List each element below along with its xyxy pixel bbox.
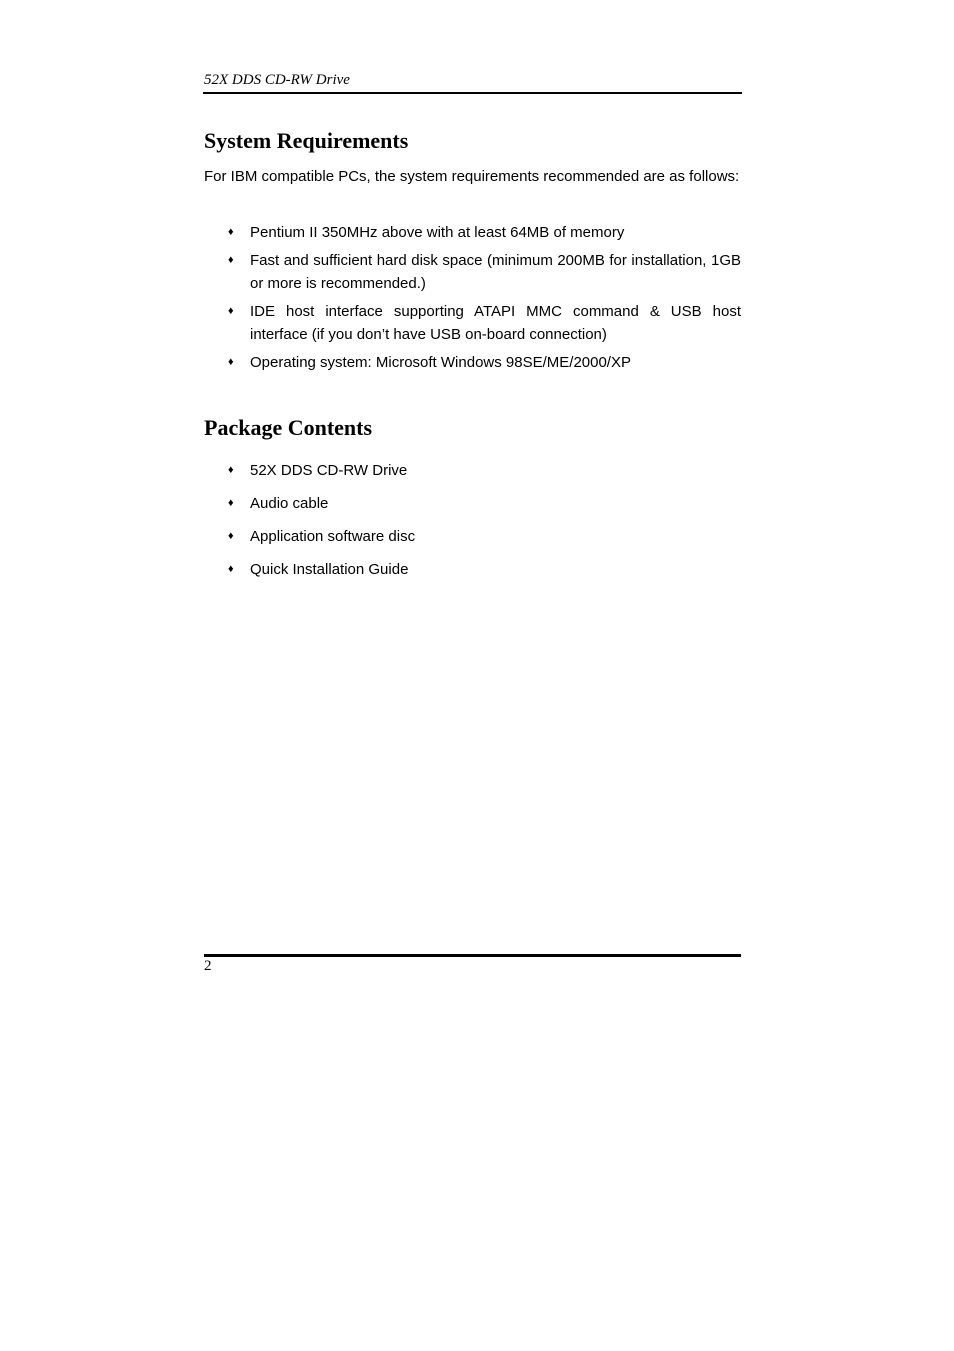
diamond-bullet-icon: ♦ xyxy=(228,226,234,238)
package-contents-list xyxy=(226,459,741,591)
list-item xyxy=(226,492,741,515)
diamond-bullet-icon: ♦ xyxy=(228,254,234,266)
page-number: 2 xyxy=(204,958,212,974)
list-item-text: Pentium II 350MHz above with at least 64MB of memory xyxy=(250,224,625,241)
system-requirements-heading: System Requirements xyxy=(204,128,409,153)
list-item-text: Application software disc xyxy=(250,528,416,545)
list-item xyxy=(226,558,741,581)
diamond-bullet-icon: ♦ xyxy=(228,464,234,476)
list-item xyxy=(226,351,741,374)
list-item-text: Fast and sufficient hard disk space (minimum 200MB for installation, 1GB or more is recommended.) xyxy=(250,252,741,292)
list-item xyxy=(226,525,741,548)
diamond-bullet-icon: ♦ xyxy=(228,497,234,509)
list-item-text: Operating system: Microsoft Windows 98SE/ME/2000/XP xyxy=(250,354,631,371)
diamond-bullet-icon: ♦ xyxy=(228,530,234,542)
list-item xyxy=(226,300,741,346)
diamond-bullet-icon: ♦ xyxy=(228,305,234,317)
header-divider xyxy=(203,92,742,94)
footer-divider xyxy=(204,954,741,957)
package-contents-heading: Package Contents xyxy=(204,415,373,440)
list-item-text: 52X DDS CD-RW Drive xyxy=(250,462,408,479)
running-header: 52X DDS CD-RW Drive xyxy=(204,72,350,88)
list-item xyxy=(226,249,741,295)
list-item xyxy=(226,459,741,482)
list-item-text: Audio cable xyxy=(250,495,329,512)
diamond-bullet-icon: ♦ xyxy=(228,356,234,368)
list-item-text: Quick Installation Guide xyxy=(250,561,409,578)
system-requirements-list xyxy=(226,221,741,379)
list-item-text: IDE host interface supporting ATAPI MMC command & USB host interface (if you don’t have USB on-board connection) xyxy=(250,303,741,343)
system-requirements-intro: For IBM compatible PCs, the system requirements recommended are as follows: xyxy=(204,168,740,185)
list-item xyxy=(226,221,741,244)
diamond-bullet-icon: ♦ xyxy=(228,563,234,575)
